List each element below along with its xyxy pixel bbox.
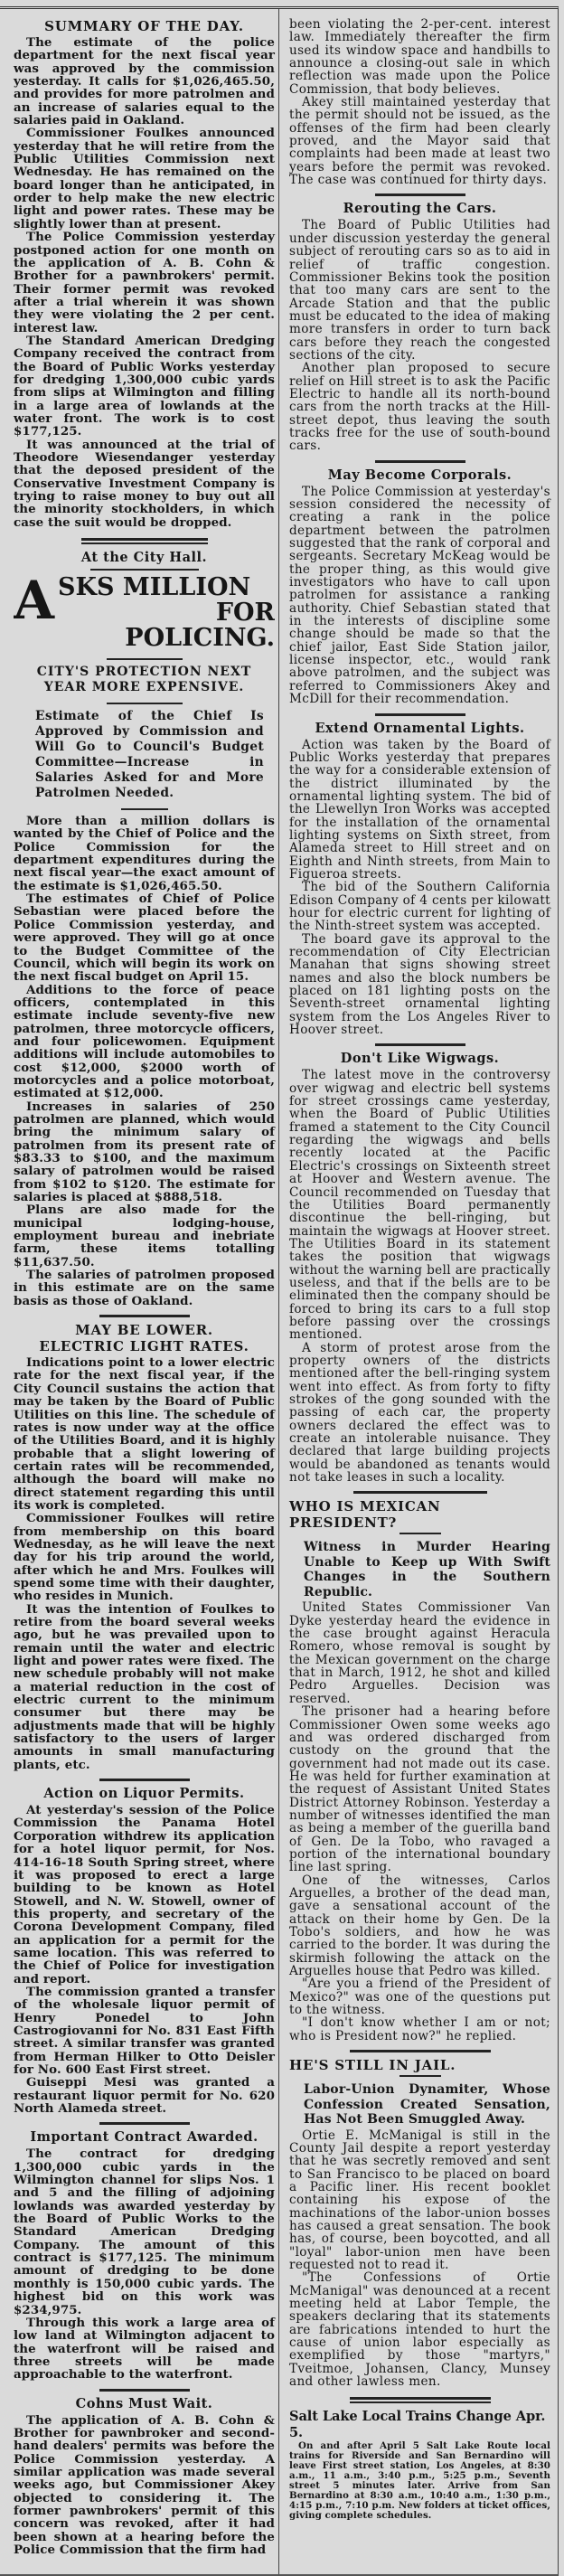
story-heading: Important Contract Awarded. [30, 2129, 258, 2146]
paragraph: The Police Commission yesterday postponed action for one month on the application of A. B. Cohn & Brother for a pawnbrokers' permit. Their former permit was revoked after a trial wherein it was shown they were violating the 2 per cent. interest law. [14, 230, 275, 335]
still-in-jail-story [289, 2057, 550, 2388]
story-heading: Don't Like Wigwags. [340, 1051, 500, 1067]
rerouting-story [289, 201, 550, 452]
rule [375, 1043, 465, 1046]
paragraph: "I don't know whether I am or not; who is President now?" he replied. [289, 2015, 550, 2043]
paragraph: The salaries of patrolmen proposed in this estimate are on the same basis as those of Oakland. [14, 1268, 275, 1308]
paragraph: Indications point to a lower electric rate for the next fiscal year, if the City Council sustains the action that may be taken by the Board of Public Utilities on this line. The schedule of rates is now under way at the office of the Utilities Board, and it is highly probable that a slight lowering of certain rates will be recommended, although the board will make no direct statement regarding this until its work is completed. [14, 1355, 275, 1513]
corporals-story [289, 467, 550, 706]
paragraph: The Standard American Dredging Company received the contract from the Board of Public Works yesterday for dredging 1,300,000 cubic yards from slips at Wilmington and filling in a large area of lowlands at the water front. The work is to cost $177,125. [14, 333, 275, 439]
notice-heading: Salt Lake Local Trains Change Apr. 5. [289, 2409, 546, 2441]
double-rule [350, 2397, 491, 2403]
summary-of-the-day [14, 18, 275, 529]
rule [353, 1491, 487, 1494]
rule [350, 2050, 491, 2052]
rule [99, 2122, 190, 2125]
newspaper-page [0, 6, 559, 2576]
column-1 [0, 9, 279, 2574]
rule [400, 2075, 441, 2077]
story-heading: Extend Ornamental Lights. [315, 720, 525, 736]
paragraph: Additions to the force of peace officers, contemplated in this estimate include seventy-five new patrolmen, three motorcycle officers, and four policewomen. Equipment additions will include automobiles to cost $12,000, $2000 worth of motorcycles and a police motorboat, estimated at $12,000. [14, 982, 275, 1101]
paragraph: The Board of Public Utilities had under discussion yesterday the general subject of rerouting cars so as to aid in relief of traffic congestion. Commissioner Bekins took the position that too many cars are sent to the Arcade Station and that the public must be educated to the idea of making more transfers in order to turn back cars before they reach the congested sections of the city. [289, 218, 550, 363]
section-label: At the City Hall. [80, 550, 208, 566]
paragraph: "The Confessions of Ortie McManigal" was denounced at a recent meeting held at Labor Temple, the speakers declaring that its statements are fabrications intended to hurt the cause of union labor especially as exemplified by those "martyrs," Tveitmoe, Johansen, Clancy, Munsey and other lawless men. [289, 2270, 550, 2390]
paragraph: The board gave its approval to the recommendation of City Electrician Manahan that signs showing street names and also the block numbers be placed on 181 lighting posts on the Seventh-street ornamental lighting system from the Los Angeles River to Hoover street. [289, 931, 550, 1038]
story-heading: MAY BE LOWER. [75, 1322, 213, 1339]
paragraph: The latest move in the controversy over wigwag and electric bell systems for street crossings came yesterday, when the Board of Public Utilities framed a statement to the City Council regarding the wigwags and bells recently located at the Pacific Electric's crossings on Sixteenth street at Hoover and Western avenue. The Council recommended on Tuesday that the Utilities Board permanently discontinue the bell-ringing, but maintain the wigwags at Hoover street. The Utilities Board in its statement takes the position that wigwags without the warning bell are practically useless, and that if the bells are to be eliminated then the company should be forced to bring its cars to a full stop before passing over the crossings mentioned. [289, 1068, 550, 1343]
paragraph: The bid of the Southern California Edison Company of 4 cents per kilowatt hour for electric current for lighting of the Ninth-street system was accepted. [289, 880, 550, 934]
story-deck: Witness in Murder Hearing Unable to Keep up With Swift Changes in the Southern Republic. [304, 1540, 550, 1599]
ornamental-lights-story [289, 721, 550, 1037]
paragraph: The Police Commission at yesterday's session considered the necessity of creating a rank in the police department between the patrolmen suggested that the rank of corporal and sergeants. Secretary McKeag would be the proper thing, as this would give investigators who have to call upon patrolmen for assistance a ranking authority. Chief Sebastian stated that in the interests of discipline some change should be made so that the chief jailor, East Side Station jailor, license inspector, etc., would rank above patrolmen, and the subject was referred to Commissioners Akey and McDill for their recommendation. [289, 484, 550, 707]
story-heading: May Become Corporals. [327, 467, 512, 483]
paragraph: Akey still maintained yesterday that the permit should not be issued, as the offenses of the firm had been clearly proved, and the Mayor said that complaints had been made at least two years before the permit was revoked. The case was continued for thirty days. [289, 95, 550, 188]
story-heading: ELECTRIC LIGHT RATES. [39, 1338, 249, 1355]
paragraph: Through this work a large area of low land at Wilmington adjacent to the waterfront will be raised and three streets will be made approachable to the waterfront. [14, 2315, 275, 2383]
salt-lake-trains-notice [289, 2409, 550, 2521]
rule [375, 193, 465, 196]
paragraph: United States Commissioner Van Dyke yesterday heard the evidence in the case brought against Heracula Romero, whose removal is sought by the Mexican government on the charge that in March, 1912, he shot and killed Pedro Arguelles. Decision was reserved. [289, 1600, 550, 1706]
cohns-story [14, 2396, 275, 2557]
paragraph: More than a million dollars is wanted by the Chief of Police and the Police Commission for the department expenditures during the next fiscal year—the exact amount of the estimate is $1,026,465.50. [14, 814, 275, 893]
subheadline: CITY'S PROTECTION NEXT YEAR MORE EXPENSIVE. [36, 665, 252, 695]
story-heading: Rerouting the Cars. [343, 201, 497, 217]
mexican-president-story [289, 1498, 550, 2043]
main-headline [14, 575, 275, 651]
headline-dropcap: A [14, 575, 55, 632]
paragraph: Commissioner Foulkes announced yesterday that he will retire from the Public Utilities Commission next Wednesday. He has remained on the board longer than he anticipated, in order to help make the new electric light and power rates. These may be slightly lower than at present. [14, 126, 275, 231]
story-heading: Cohns Must Wait. [75, 2395, 213, 2411]
paragraph: Another plan proposed to secure relief on Hill street is to ask the Pacific Electric to handle all its north-bound cars from the north tracks at the Hill-street depot, thus leaving the south tracks free for the use of south-bound cars. [289, 361, 550, 454]
paragraph: Plans are also made for the municipal lodging-house, employment bureau and inebriate farm, these items totalling $11,637.50. [14, 1203, 275, 1269]
contract-story [14, 2129, 275, 2381]
paragraph: The application of A. B. Cohn & Brother for pawnbroker and second-hand dealers' permits was before the Police Commission yesterday. A similar application was made several weeks ago, but Commissioner Akey objected to considering it. The former pawnbrokers' permit of this concern was revoked, after it had been shown at a hearing before the Police Commission that the firm had [14, 2412, 275, 2557]
story-heading: HE'S STILL IN JAIL. [289, 2057, 456, 2074]
paragraph: The prisoner had a hearing before Commissioner Owen some weeks ago and was ordered discharged from custody on the ground that the government had not made out its case. He was held for further examination at the request of Assistant United States District Attorney Robinson. Yesterday a number of witnesses identified the man as being a member of the guerilla band of Gen. De la Tobo, who ravaged a portion of the international boundary line last spring. [289, 1704, 550, 1875]
rule [90, 569, 199, 571]
light-rates-story [14, 1322, 275, 1771]
rule [99, 1315, 190, 1317]
wigwags-story [289, 1051, 550, 1484]
summary-heading: SUMMARY OF THE DAY. [44, 18, 244, 34]
rule [400, 1533, 441, 1534]
paragraph: Action was taken by the Board of Public Works yesterday that prepares the way for a considerable extension of the district illuminated by the ornamental lighting system. The bid of the Llewellyn Iron Works was accepted for the installation of the ornamental lighting systems on Sixth street, from Alameda street to Hill street and on Eighth and Ninth streets, from Main to Figueroa streets. [289, 737, 550, 882]
rule [107, 658, 183, 660]
paragraph: Ortie E. McManigal is still in the County Jail despite a report yesterday that he was secretly removed and sent to San Francisco to be placed on board a Pacific liner. His recent booklet containing his expose of the machinations of the labor-union bosses has caused a great sensation. The book has, of course, been boycotted, and all "loyal" labor-union men have been requested not to read it. [289, 2128, 550, 2273]
paragraph: A storm of protest arose from the property owners of the districts mentioned after the bell-ringing system went into effect. As from forty to fifty strokes of the gong sounded with the passing of each car, the property owners declared the effect was to create an intolerable nuisance. They declared that large building projects would be abandoned as tenants would not take leases in such a locality. [289, 1340, 550, 1486]
rule [121, 808, 168, 810]
story-deck: Labor-Union Dynamiter, Whose Confession Created Sensation, Has Not Been Smuggled Away. [304, 2082, 550, 2128]
cohns-story-continued [289, 18, 550, 186]
story-heading: WHO IS MEXICAN PRESIDENT? [289, 1498, 441, 1532]
story-deck: Estimate of the Chief Is Approved by Commission and Will Go to Council's Budget Committee—Increase in Salaries Asked for and More Patrolmen Needed. [35, 709, 264, 801]
paragraph: The commission granted a transfer of the wholesale liquor permit of Henry Ponedel to John Castrogiovanni for No. 831 East Fifth street. A similar transfer was granted from Herman Hilker to Otto Deisler for No. 600 East First street. [14, 1984, 275, 2077]
main-story-body [14, 815, 275, 1307]
notice-text: On and after April 5 Salt Lake Route local trains for Riverside and San Bernardino will leave First street station, Los Angeles, at 8:30 a.m., 11 a.m., 3:40 p.m., 5:25 p.m., Seventh street 5 minutes later. Arrive from San Bernardino at 8:30 a.m., 10:40 a.m., 1:30 p.m., 4:15 p.m., 7:10 p.m. New folders at ticket offices, giving complete schedules. [289, 2440, 550, 2522]
paragraph: The contract for dredging 1,300,000 cubic yards in the Wilmington channel for slips Nos. 1 and 5 and the filling of adjoining lowlands was awarded yesterday by the Board of Public Works to the Standard American Dredging Company. The amount of this contract is $177,125. The minimum amount of dredging to be done monthly is 150,000 cubic yards. The highest bid on this work was $234,975. [14, 2147, 275, 2317]
paragraph: The estimates of Chief of Police Sebastian were placed before the Police Commission yesterday, and were approved. They will go at once to the Budget Committee of the Council, which will begin its work on the next fiscal budget on April 15. [14, 892, 275, 985]
rule [99, 2389, 190, 2392]
liquor-permits-story [14, 1786, 275, 2115]
rule [99, 1779, 190, 1781]
rule [375, 460, 465, 463]
headline-line-1: SKS MILLION [58, 575, 251, 602]
paragraph: At yesterday's session of the Police Commission the Panama Hotel Corporation withdrew its application for a hotel liquor permit, for Nos. 414-16-18 South Spring street, where it was proposed to erect a large building to be known as Hotel Stowell, and N. W. Stowell, owner of this property, and secretary of the Corona Development Company, filed an application for a permit for the same location. This was referred to the Chief of Police for investigation and report. [14, 1803, 275, 1986]
paragraph: It was the intention of Foulkes to retire from the board several weeks ago, but he was prevailed upon to remain until the water and electric light and power rates were fixed. The new schedule probably will not make a material reduction in the cost of electric current to the minimum consumer but there may be adjustments made that will be highly satisfactory to the users of larger amounts in small manufacturing plants, etc. [14, 1601, 275, 1772]
paragraph: Increases in salaries of 250 patrolmen are planned, which would bring the minimum salary of patrolmen from its present rate of $83.33 to $100, and the maximum salary of patrolmen would be raised from $102 to $120. The estimate for salaries is placed at $888,518. [14, 1099, 275, 1205]
story-heading: Action on Liquor Permits. [43, 1786, 245, 1802]
paragraph: "Are you a friend of the President of Mexico?" was one of the questions put to the witness. [289, 1977, 550, 2018]
paragraph: The estimate of the police department for the next fiscal year was approved by the commission yesterday. It calls for $1,026,465.50, and provides for more patrolmen and an increase of salaries equal to the salaries paid in Oakland. [14, 35, 275, 128]
headline-line-2: FOR POLICING. [125, 599, 275, 652]
paragraph: One of the witnesses, Carlos Arguelles, a brother of the dead man, gave a sensational account of the attack on their home by Gen. De la Tobo's soldiers, and how he was carried to the border. It was during the skirmish following the attack on the Arguelles house that Pedro was killed. [289, 1873, 550, 1979]
paragraph: It was announced at the trial of Theodore Wiesendanger yesterday that the deposed president of the Conservative Investment Company is trying to raise money to buy out all the minority stockholders, in which case the suit would be dropped. [14, 437, 275, 530]
paragraph: been violating the 2-per-cent. interest law. Immediately thereafter the firm used its window space and handbills to announce a closing-out sale in which reflection was made upon the Police Commission, that body believes. [289, 17, 550, 97]
double-rule [81, 538, 208, 544]
paragraph: Commissioner Foulkes will retire from membership on this board Wednesday, as he will leave the next day for his trip around the world, after which he and Mrs. Foulkes will spend some time with their daughter, who resides in Munich. [14, 1511, 275, 1604]
paragraph: Guiseppi Mesi was granted a restaurant liquor permit for No. 620 North Alameda street. [14, 2075, 275, 2117]
column-2 [279, 9, 558, 2574]
rule [375, 713, 465, 716]
rule [107, 703, 183, 704]
